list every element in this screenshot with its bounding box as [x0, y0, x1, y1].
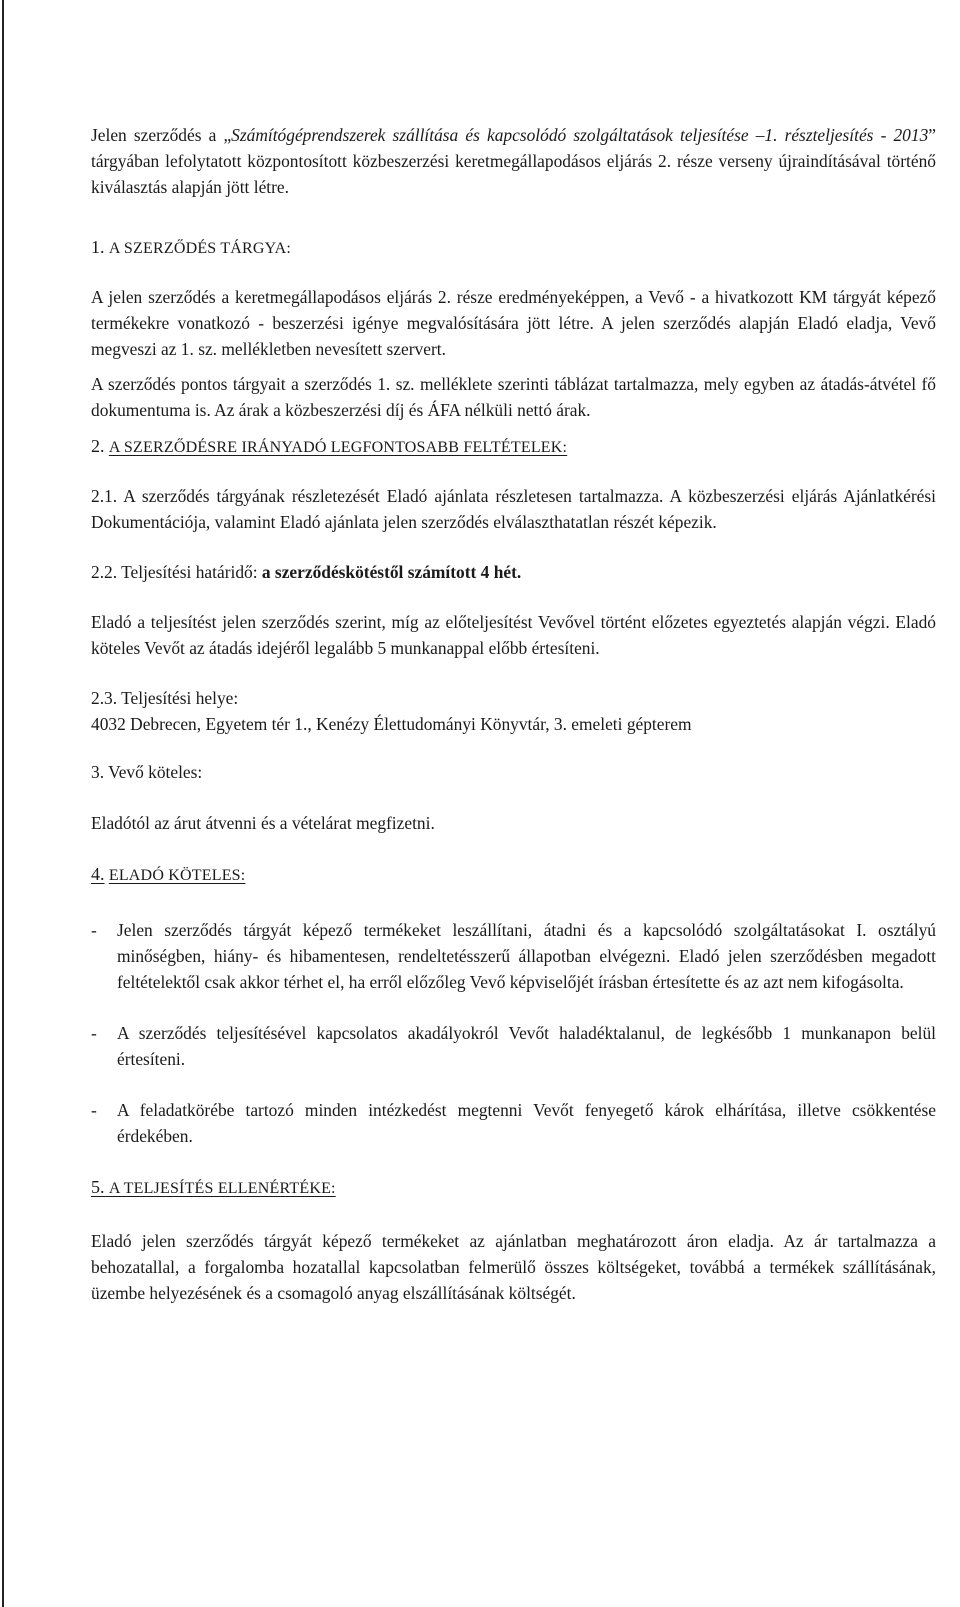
section-5-paragraph: Eladó jelen szerződés tárgyát képező termékeket az ajánlatban meghatározott áron eladja. Az ár tartalmazza a behozatallal, a forgalomba hozatallal kapcsolatban felmerülő összes költségeket, továbbá a termékek szállításának, üzembe helyezésének és a csomagoló anyag elszállításának költségét. [91, 1231, 936, 1303]
section-4-item-2 [91, 1020, 936, 1072]
section-2-2-deadline [91, 559, 936, 585]
page-left-border [2, 0, 4, 1607]
dash-marker: - [91, 1100, 97, 1120]
intro-suffix: ” tárgyában lefolytatott központosított közbeszerzési keretmegállapodásos eljárás 2. része verseny újraindításával történő kiválasztás alapján jött létre. [91, 125, 937, 197]
section-1-title: A SZERZŐDÉS TÁRGYA: [108, 240, 292, 257]
deadline-label: 2.2. Teljesítési határidő: [91, 562, 262, 582]
contract-page [91, 122, 936, 1306]
section-4-heading [91, 861, 936, 889]
intro-paragraph [91, 122, 936, 200]
section-4-number: 4. [91, 864, 105, 884]
section-2-3-label: 2.3. Teljesítési helye: [91, 688, 239, 708]
section-2-2-paragraph: Eladó a teljesítést jelen szerződés szerint, míg az előteljesítést Vevővel történt előzetes egyeztetés alapján végzi. Eladó köteles Vevőt az átadás idejéről legalább 5 munkanappal előbb értesíteni. [91, 612, 936, 658]
section-1-paragraph-1: A jelen szerződés a keretmegállapodásos eljárás 2. része eredményeképpen, a Vevő - a hivatkozott KM tárgyát képező termékekre vonatkozó - beszerzési igénye megvalósítására jött létre. A jelen szerződés alapján Eladó eladja, Vevő megveszi az 1. sz. mellékletben nevesített szervert. [91, 287, 936, 359]
section-3-paragraph: Eladótól az árut átvenni és a vételárat megfizetni. [91, 813, 435, 833]
section-4-item-1 [91, 917, 936, 995]
section-1-number: 1. [91, 237, 105, 257]
section-4-title: ELADÓ KÖTELES: [108, 867, 246, 884]
section-2-heading [91, 433, 936, 461]
section-5-title: A TELJESÍTÉS ELLENÉRTÉKE: [108, 1180, 336, 1197]
dash-marker: - [91, 920, 97, 940]
deadline-value: a szerződéskötéstől számított 4 hét. [261, 562, 522, 582]
list-item-text: A szerződés teljesítésével kapcsolatos akadályokról Vevőt haladéktalanul, de legkésőbb 1 munkanapon belül értesíteni. [117, 1023, 936, 1069]
list-item-text: Jelen szerződés tárgyát képező termékeket leszállítani, átadni és a kapcsolódó szolgáltatásokat I. osztályú minőségben, hiány- és hibamentesen, rendeltetésszerű állapotban elvégezni. Eladó jelen szerződésben megadott feltételektől csak akkor térhet el, ha erről előzőleg Vevő képviselőjét írásban értesítette és az azt nem kifogásolta. [117, 920, 936, 992]
section-1-paragraph-2: A szerződés pontos tárgyait a szerződés 1. sz. melléklete szerinti táblázat tartalmazza, mely egyben az átadás-átvétel fő dokumentuma is. Az árak a közbeszerzési díj és ÁFA nélküli nettó árak. [91, 374, 936, 420]
list-item-text: A feladatkörébe tartozó minden intézkedést megtenni Vevőt fenyegető károk elhárítása, illetve csökkentése érdekében. [117, 1100, 936, 1146]
section-1-heading [91, 234, 936, 262]
section-5-heading [91, 1174, 936, 1202]
section-3-heading: 3. Vevő köteles: [91, 762, 203, 782]
dash-marker: - [91, 1023, 97, 1043]
section-2-1-paragraph: 2.1. A szerződés tárgyának részletezését Eladó ajánlata részletesen tartalmazza. A közbeszerzési eljárás Ajánlatkérési Dokumentációja, valamint Eladó ajánlata jelen szerződés elválaszthatatlan részét képezik. [91, 486, 936, 532]
intro-contract-title: Számítógéprendszerek szállítása és kapcsolódó szolgáltatások teljesítése –1. részteljesítés - 2013 [231, 125, 929, 145]
section-2-title: A SZERZŐDÉSRE IRÁNYADÓ LEGFONTOSABB FELTÉTELEK: [108, 439, 568, 456]
section-4-item-3 [91, 1097, 936, 1149]
section-2-number: 2. [91, 436, 105, 456]
section-5-number: 5. [91, 1177, 105, 1197]
section-2-3-address: 4032 Debrecen, Egyetem tér 1., Kenézy Élettudományi Könyvtár, 3. emeleti gépterem [91, 714, 692, 734]
intro-prefix: Jelen szerződés a „ [91, 125, 232, 145]
